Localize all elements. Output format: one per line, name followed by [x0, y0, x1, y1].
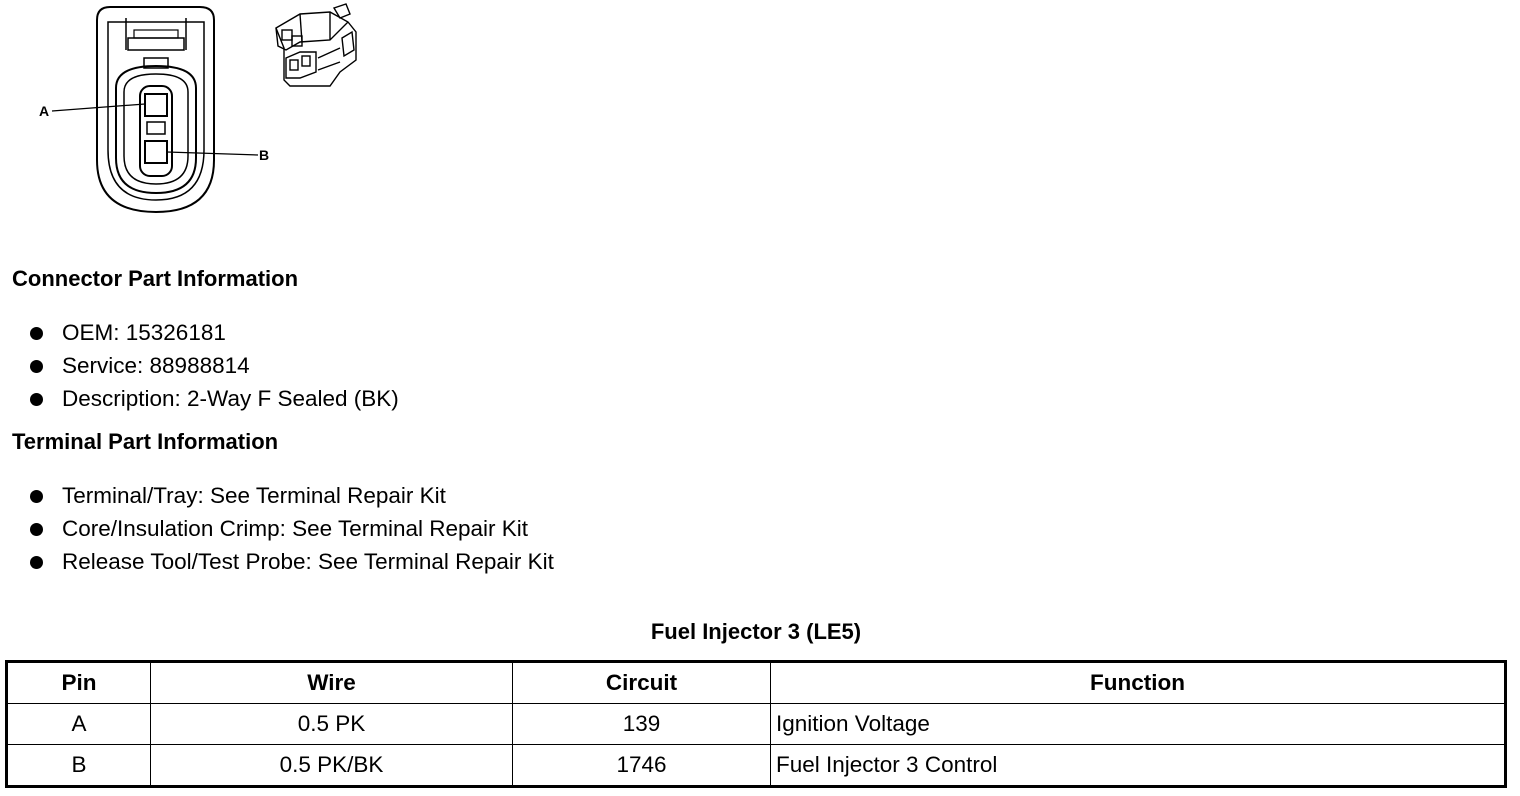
- table-row: [7, 704, 1506, 745]
- connector-info-list: [0, 318, 399, 417]
- bullet-dot-icon: [30, 490, 43, 503]
- bullet-dot-icon: [30, 327, 43, 340]
- table-header-row: [7, 662, 1506, 704]
- connector-oem-text: OEM: 15326181: [62, 320, 226, 345]
- list-item: [0, 384, 399, 417]
- connector-face-drawing: [97, 7, 214, 212]
- column-header-circuit: Circuit: [513, 662, 771, 704]
- release-tool-text: Release Tool/Test Probe: See Terminal Repair Kit: [62, 549, 554, 574]
- list-item: [0, 481, 554, 514]
- bullet-dot-icon: [30, 393, 43, 406]
- table-row: [7, 745, 1506, 787]
- terminal-tray-text: Terminal/Tray: See Terminal Repair Kit: [62, 483, 446, 508]
- cell-wire: 0.5 PK: [151, 704, 513, 745]
- connector-section-title: Connector Part Information: [12, 266, 299, 291]
- column-header-pin: Pin: [7, 662, 151, 704]
- pin-a-label: A: [39, 103, 50, 119]
- list-item: [0, 514, 554, 547]
- bullet-dot-icon: [30, 556, 43, 569]
- core-insulation-crimp-text: Core/Insulation Crimp: See Terminal Repair Kit: [62, 516, 529, 541]
- cell-pin: B: [7, 745, 151, 787]
- terminal-info-list: [0, 481, 554, 580]
- cell-wire: 0.5 PK/BK: [151, 745, 513, 787]
- bullet-dot-icon: [30, 360, 43, 373]
- list-item: [0, 547, 554, 580]
- cell-function: Ignition Voltage: [771, 704, 1506, 745]
- pin-b-label: B: [259, 147, 270, 163]
- connector-service-text: Service: 88988814: [62, 353, 250, 378]
- terminal-section-title: Terminal Part Information: [12, 429, 279, 454]
- pinout-table: [5, 660, 1507, 788]
- list-item: [0, 351, 399, 384]
- list-item: [0, 318, 399, 351]
- cell-circuit: 139: [513, 704, 771, 745]
- cell-function: Fuel Injector 3 Control: [771, 745, 1506, 787]
- table-caption: Fuel Injector 3 (LE5): [650, 619, 862, 644]
- cell-pin: A: [7, 704, 151, 745]
- column-header-wire: Wire: [151, 662, 513, 704]
- column-header-function: Function: [771, 662, 1506, 704]
- pin-callout-lines: [52, 104, 258, 155]
- cell-circuit: 1746: [513, 745, 771, 787]
- connector-description-text: Description: 2-Way F Sealed (BK): [62, 386, 399, 411]
- connector-diagram: [0, 0, 380, 220]
- connector-isometric-drawing: [276, 4, 356, 86]
- bullet-dot-icon: [30, 523, 43, 536]
